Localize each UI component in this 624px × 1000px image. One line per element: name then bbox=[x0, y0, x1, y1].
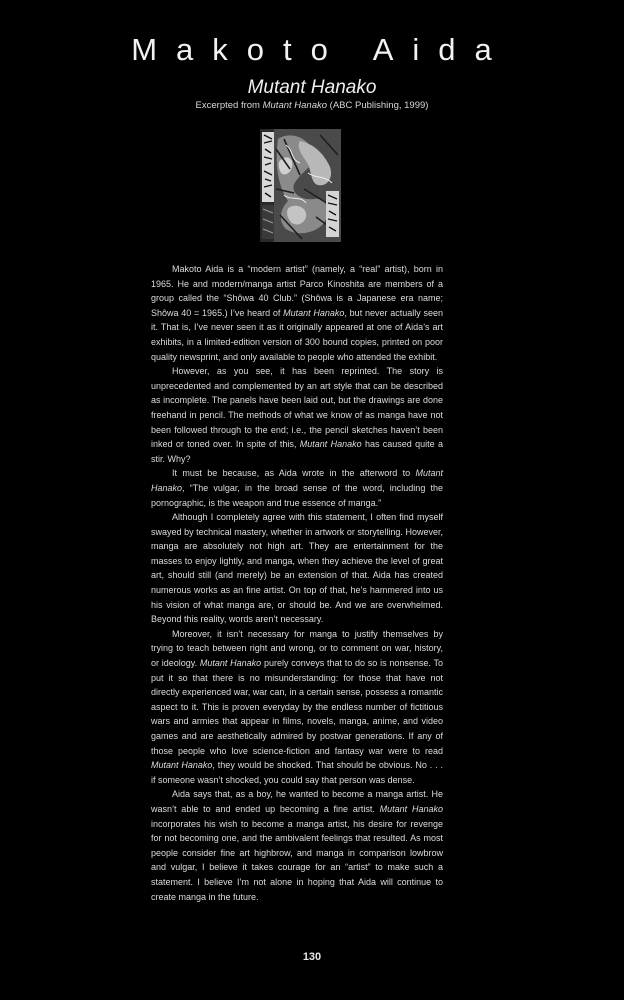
paragraph-text: Makoto Aida is a “modern artist” (namely, a “real” artist), born in 1965. He and modern/manga artist Parco Kinoshita are members of a group called the “Shôwa 40 Club.” (Shôwa is a Japanese era name; Shôwa 40 = 1965.) I’ve heard of bbox=[151, 264, 443, 318]
book-title-italic: Mutant Hanako bbox=[199, 658, 262, 669]
book-cover-image bbox=[260, 129, 341, 242]
paragraph-text: Although I completely agree with this statement, I often find myself swayed by technical mastery, whether in artwork or storytelling. However, manga are absolutely not high art. They are entertainment for the masses to enjoy lightly, and manga, when they achieve the level of great art, should still (and merely) be an extension of that. Aida has created numerous works as an fine artist. On top of that, he’s hammered into us his vision of what manga are, or should be. And we are overwhelmed. Beyond this reality, words aren’t necessary. bbox=[151, 512, 443, 625]
excerpt-credit bbox=[0, 100, 624, 111]
article-paragraph bbox=[151, 787, 443, 904]
paragraph-text: purely conveys that to do so is nonsense. To put it so that there is no misunderstanding: for those that have not directly experienced war, war can, in a certain sense, possess a romantic aspect to it. This is proven everyday by the endless number of fictitious wars and armies that appear in films, novels, manga, anime, and video games and are aesthetically admired by postwar generations. If any of those people who love science-fiction and fantasy war were to read bbox=[151, 658, 443, 756]
article-paragraph bbox=[151, 627, 443, 788]
article-paragraph bbox=[151, 262, 443, 364]
book-title-italic: Mutant Hanako bbox=[151, 760, 213, 771]
page-number: 130 bbox=[302, 951, 322, 963]
paragraph-text: incorporates his wish to become a manga artist, his desire for revenge for not becoming one, and the ambivalent feelings that resulted. As most people consider fine art highbrow, and manga in comparison lowbrow and vulgar, I believe it takes courage for an “artist” to make such a statement. I believe I’m not alone in hoping that Aida will continue to create manga in the future. bbox=[151, 818, 443, 902]
article-paragraph bbox=[151, 364, 443, 466]
book-title-italic: Mutant Hanako bbox=[151, 468, 443, 493]
paragraph-text: , but never actually seen it. That is, I’ve never seen it as it originally appeared at one of Aida’s art exhibits, in a limited-edition version of 300 bound copies, printed on poor quality newsprint, and only available to people who attended the exhibit. bbox=[151, 307, 443, 362]
article-body bbox=[151, 262, 443, 904]
paragraph-text: It must be because, as Aida wrote in the afterword to bbox=[172, 468, 416, 479]
article-paragraph bbox=[151, 510, 443, 627]
book-title-italic: Mutant Hanako bbox=[283, 307, 345, 318]
paragraph-text: , they would be shocked. That should be obvious. No . . . if someone wasn’t shocked, you could say that person was dense. bbox=[151, 760, 443, 785]
excerpt-prefix: Excerpted from bbox=[195, 100, 263, 111]
excerpt-book-title: Mutant Hanako bbox=[262, 100, 328, 111]
page-title: Makoto Aida bbox=[131, 32, 511, 67]
paragraph-text: , “The vulgar, in the broad sense of the word, including the pornographic, is the weapon and true essence of manga.” bbox=[151, 482, 443, 508]
book-title-italic: Mutant Hanako bbox=[299, 439, 362, 450]
article-paragraph bbox=[151, 466, 443, 510]
article-subtitle: Mutant Hanako bbox=[247, 77, 377, 98]
book-title-italic: Mutant Hanako bbox=[379, 803, 443, 814]
paragraph-text: However, as you see, it has been reprinted. The story is unprecedented and complemented by an art style that can be described as incomplete. The panels have been laid out, but the drawings are done freehand in pencil. The methods of what we know of as manga have not been followed through to the end; i.e., the pencil sketches haven’t been inked or toned over. In spite of this, bbox=[151, 366, 443, 450]
paragraph-text: Aida says that, as a boy, he wanted to become a manga artist. He wasn’t able to and ended up becoming a fine artist. bbox=[151, 789, 443, 814]
excerpt-suffix: (ABC Publishing, 1999) bbox=[327, 100, 429, 111]
paragraph-text: has caused quite a stir. Why? bbox=[151, 439, 443, 464]
paragraph-text: Moreover, it isn’t necessary for manga to justify themselves by trying to teach between right and wrong, or to comment on war, history, or ideology. bbox=[151, 628, 443, 669]
